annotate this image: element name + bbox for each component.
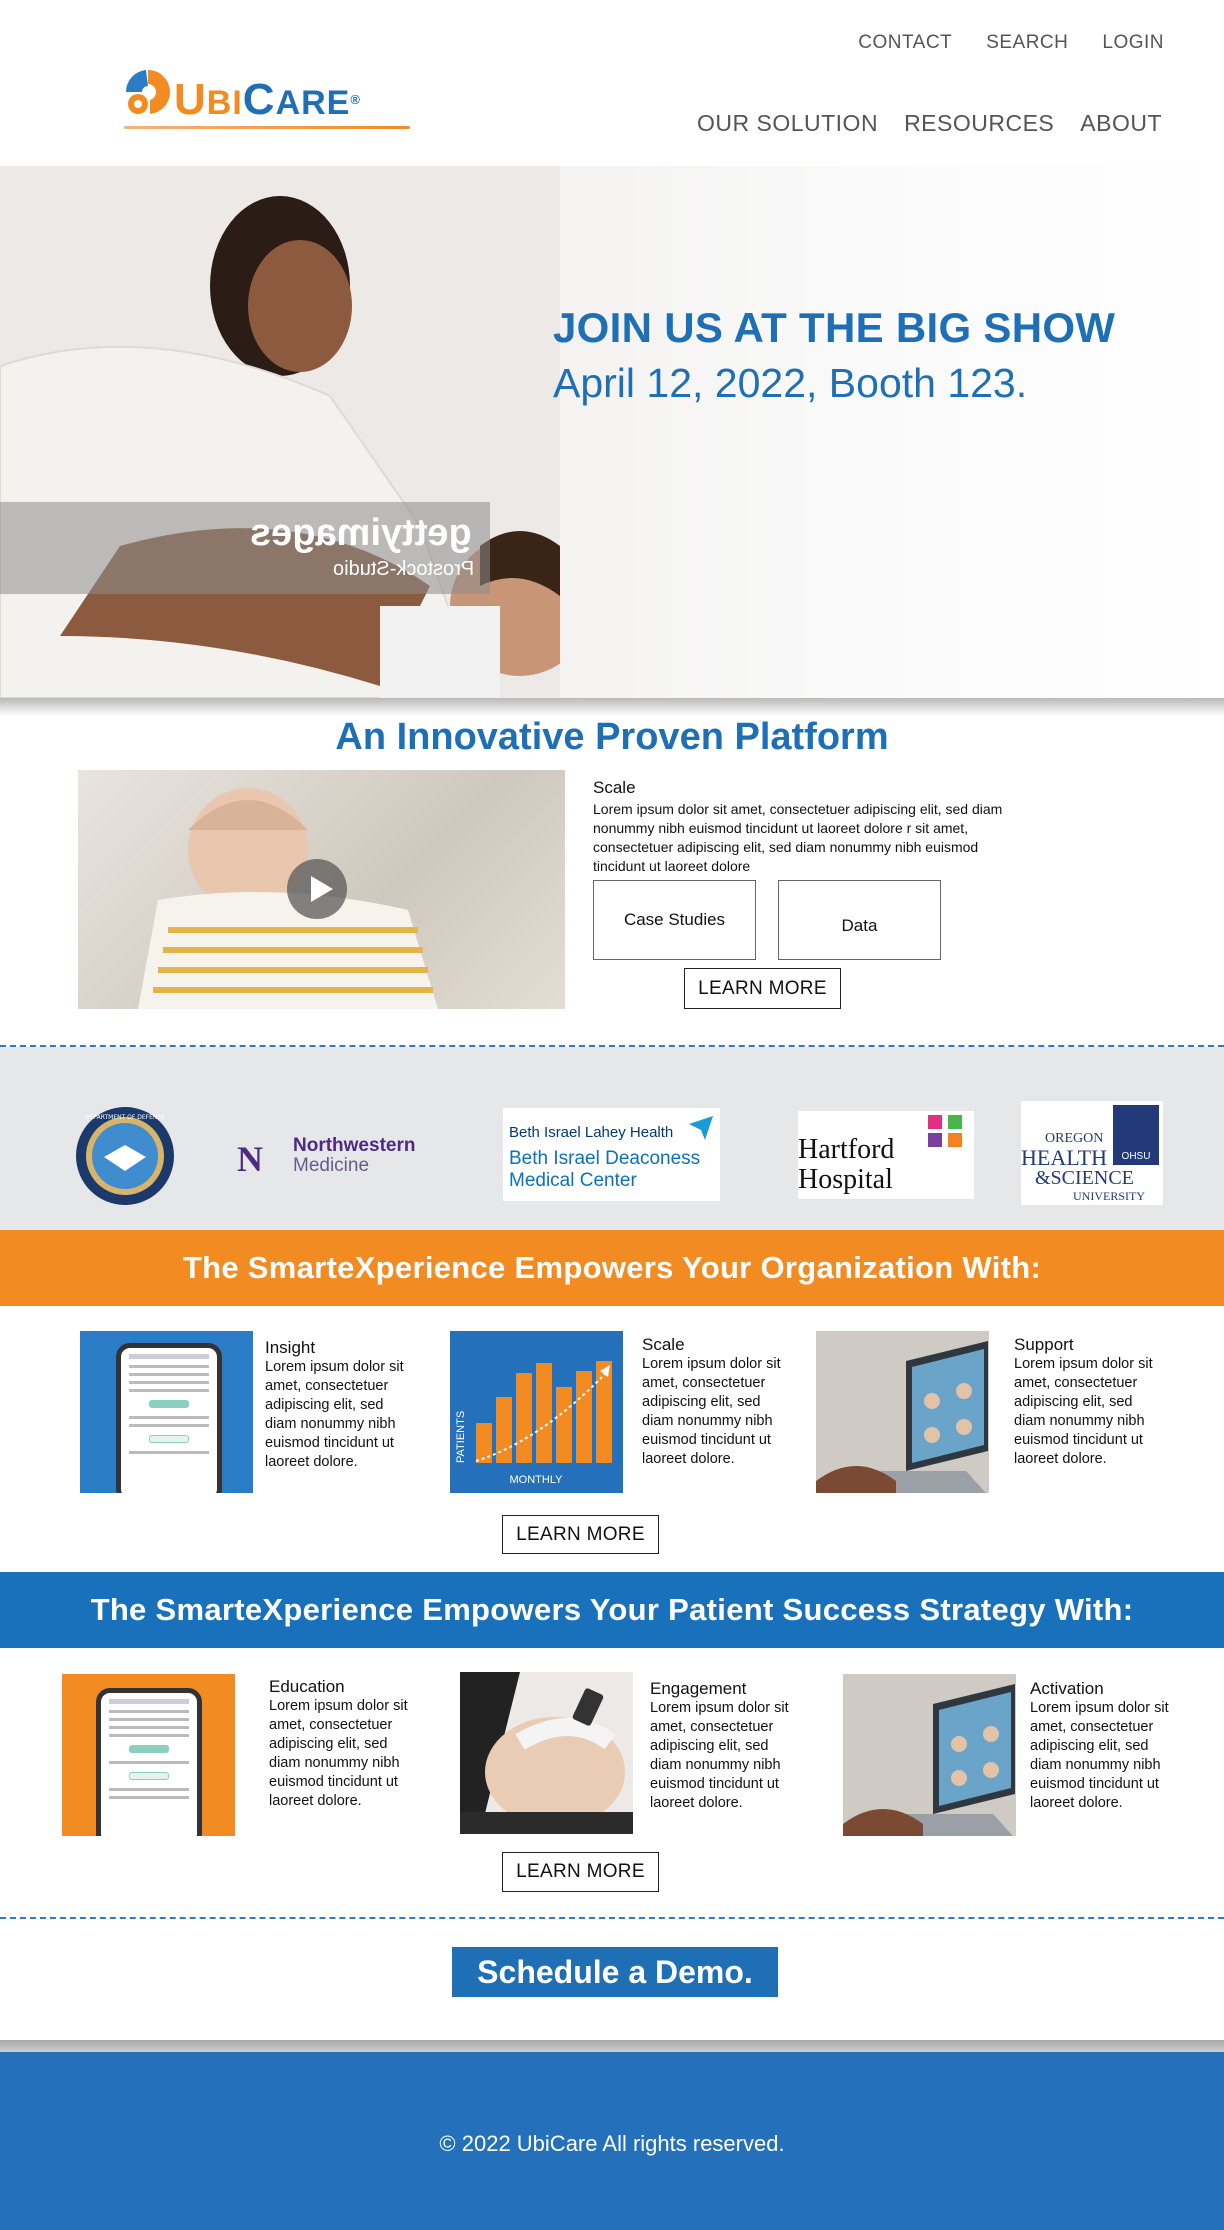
site-header — [0, 0, 1224, 166]
phone-mockup-icon — [96, 1688, 202, 1836]
ohsu-badge: OHSU — [1113, 1105, 1159, 1165]
nw-name: Northwestern — [293, 1135, 416, 1156]
ohsu-line-2: HEALTH — [1021, 1145, 1107, 1170]
hartford-hospital-logo — [798, 1111, 974, 1199]
logo-underline — [124, 126, 410, 129]
engagement-text: Lorem ipsum dolor sit amet, consectetuer adipiscing elit, sed diam nonummy nibh euismod tincidunt ut laoreet dolore. — [650, 1700, 789, 1811]
education-text: Lorem ipsum dolor sit amet, consectetuer adipiscing elit, sed diam nonummy nibh euismod tincidunt ut laoreet dolore. — [269, 1698, 408, 1809]
nav-resources[interactable]: RESOURCES — [904, 110, 1055, 136]
org-section-title: The SmarteXperience Empowers Your Organization With: — [0, 1230, 1224, 1306]
insight-heading: Insight — [265, 1338, 316, 1357]
hero-photo-mother-baby — [0, 166, 560, 698]
education-heading: Education — [269, 1677, 345, 1696]
partner-logos-band — [0, 1047, 1224, 1230]
ohsu-line-1: OREGON — [1045, 1131, 1104, 1146]
scale-heading: Scale — [642, 1335, 685, 1354]
nw-mark-icon: N — [237, 1139, 263, 1179]
dod-seal-logo — [74, 1105, 176, 1207]
main-nav — [697, 110, 1162, 137]
patient-section-title: The SmarteXperience Empowers Your Patient Success Strategy With: — [0, 1572, 1224, 1648]
bi-line-2: Beth Israel Deaconess — [509, 1148, 701, 1169]
support-text: Lorem ipsum dolor sit amet, consectetuer adipiscing elit, sed diam nonummy nibh euismod tincidunt ut laoreet dolore. — [1014, 1356, 1153, 1467]
hero-headline: JOIN US AT THE BIG SHOW — [553, 304, 1116, 351]
schedule-demo-button[interactable]: Schedule a Demo. — [452, 1947, 778, 1997]
northwestern-medicine-logo — [237, 1135, 437, 1179]
bi-line-1: Beth Israel Lahey Health — [509, 1124, 674, 1141]
beth-israel-logo — [503, 1108, 720, 1201]
platform-title: An Innovative Proven Platform — [335, 716, 889, 758]
utility-nav — [858, 32, 1164, 54]
platform-learn-more-button[interactable]: LEARN MORE — [684, 968, 841, 1009]
bi-arrow-icon — [687, 1114, 715, 1142]
data-button[interactable]: Data — [778, 880, 941, 960]
bi-line-3: Medical Center — [509, 1170, 637, 1191]
phone-mockup-icon — [116, 1343, 222, 1493]
nav-search[interactable]: SEARCH — [986, 32, 1069, 53]
nav-our-solution[interactable]: OUR SOLUTION — [696, 110, 879, 136]
org-learn-more-button[interactable]: LEARN MORE — [502, 1515, 659, 1554]
ohsu-line-4: UNIVERSITY — [1073, 1189, 1145, 1203]
footer-shadow — [0, 2040, 1224, 2052]
watermark-brand: gettyimages — [250, 512, 472, 554]
play-icon[interactable] — [287, 859, 347, 919]
svg-text:DEPARTMENT OF DEFENSE: DEPARTMENT OF DEFENSE — [85, 1114, 165, 1121]
nav-about[interactable]: ABOUT — [1080, 110, 1162, 136]
logo-mark-icon — [120, 66, 174, 122]
hero-subline: April 12, 2022, Booth 123. — [553, 360, 1028, 406]
video-call-laptop-icon — [816, 1331, 989, 1493]
nav-contact[interactable]: CONTACT — [858, 32, 953, 53]
copyright-text: © 2022 UbiCare All rights reserved. — [439, 2131, 785, 2156]
logo-wordmark: UBICARE® — [174, 75, 361, 124]
platform-video[interactable] — [78, 770, 565, 1009]
platform-scale-text: Lorem ipsum dolor sit amet, consectetuer adipiscing elit, sed diam nonummy nibh euismod tincidunt ut laoreet dolore r sit amet, consectetuer adipiscing elit, sed diam nonummy nibh euismod tincidunt ut laoreet dolore — [593, 801, 1003, 874]
svg-text:MONTHLY: MONTHLY — [509, 1474, 563, 1486]
scale-thumbnail — [450, 1331, 623, 1493]
dashed-divider — [0, 1917, 1224, 1919]
ubicare-logo[interactable] — [120, 66, 415, 136]
hh-line-2: Hospital — [798, 1164, 893, 1195]
growth-chart-icon — [450, 1331, 623, 1493]
activation-text: Lorem ipsum dolor sit amet, consectetuer adipiscing elit, sed diam nonummy nibh euismod tincidunt ut laoreet dolore. — [1030, 1700, 1169, 1811]
insight-text: Lorem ipsum dolor sit amet, consectetuer adipiscing elit, sed diam nonummy nibh euismod tincidunt ut laoreet dolore. — [265, 1359, 404, 1470]
nw-sub: Medicine — [293, 1155, 370, 1176]
case-studies-button[interactable]: Case Studies — [593, 880, 756, 960]
engagement-heading: Engagement — [650, 1679, 747, 1698]
engagement-thumbnail — [460, 1672, 633, 1834]
svg-text:PATIENTS: PATIENTS — [455, 1410, 467, 1463]
support-heading: Support — [1014, 1335, 1074, 1354]
support-thumbnail — [816, 1331, 989, 1493]
insight-thumbnail — [80, 1331, 253, 1493]
ohsu-line-3: &SCIENCE — [1035, 1167, 1134, 1189]
activation-thumbnail — [843, 1674, 1016, 1836]
hh-cross-icon — [926, 1113, 966, 1149]
video-call-laptop-icon — [843, 1674, 1016, 1836]
activation-heading: Activation — [1030, 1679, 1104, 1698]
hh-line-1: Hartford — [798, 1134, 895, 1165]
watermark-credit: Prostock-Studio — [332, 558, 474, 580]
pregnant-woman-phone-icon — [460, 1672, 633, 1834]
getty-watermark — [0, 502, 490, 594]
nav-login[interactable]: LOGIN — [1102, 32, 1164, 53]
patient-learn-more-button[interactable]: LEARN MORE — [502, 1852, 659, 1892]
hero-banner[interactable] — [0, 166, 1224, 698]
hero-shadow — [0, 698, 1224, 716]
scale-text: Lorem ipsum dolor sit amet, consectetuer adipiscing elit, sed diam nonummy nibh euismod tincidunt ut laoreet dolore. — [642, 1356, 781, 1467]
ohsu-logo — [1021, 1101, 1163, 1205]
education-thumbnail — [62, 1674, 235, 1836]
platform-scale-heading: Scale — [593, 778, 636, 797]
